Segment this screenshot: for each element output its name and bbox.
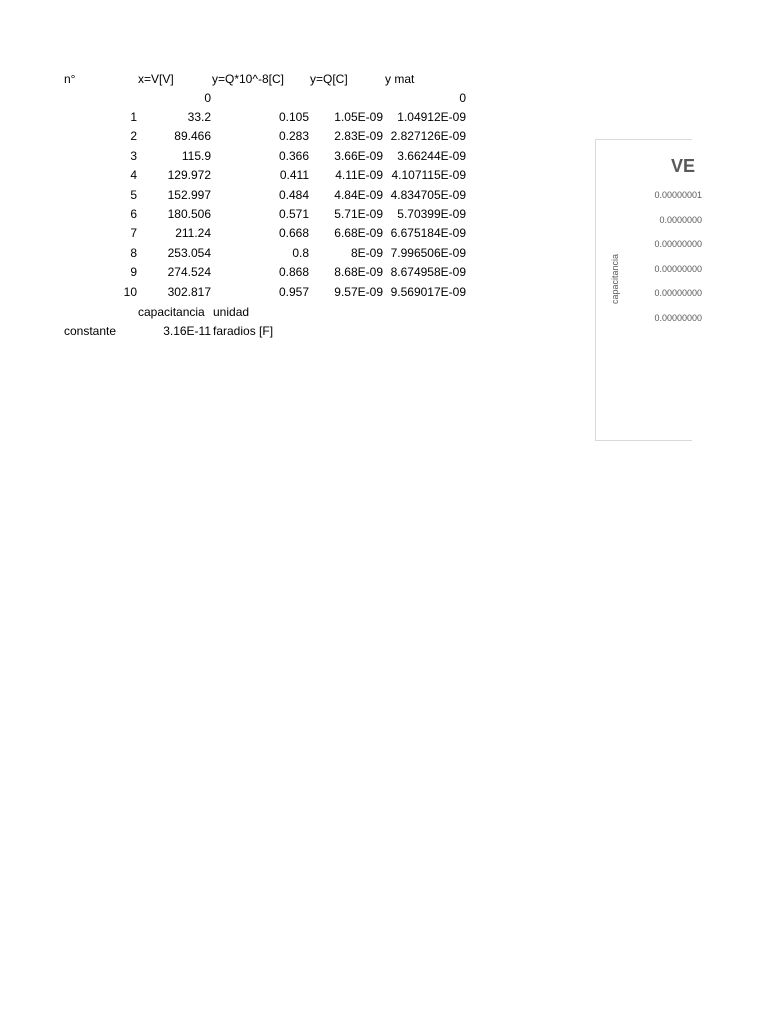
- cell-y[interactable]: 5.71E-09: [334, 207, 383, 221]
- cell-y-mat[interactable]: 2.827126E-09: [390, 129, 466, 144]
- chart-y-axis-label: capacitancia: [610, 253, 620, 305]
- cell-n[interactable]: 2: [130, 129, 137, 144]
- cell-x[interactable]: 115.9: [181, 148, 211, 163]
- cell-y-scaled[interactable]: 0.957: [278, 284, 309, 299]
- cell-y-mat[interactable]: 5.70399E-09: [397, 207, 466, 221]
- cell-n[interactable]: 6: [130, 207, 137, 221]
- cell-y-mat[interactable]: 1.04912E-09: [397, 110, 466, 124]
- cell-x[interactable]: 274.524: [167, 265, 211, 280]
- unit-value[interactable]: faradios [F]: [213, 324, 274, 338]
- cell-y-scaled[interactable]: 0.366: [278, 148, 309, 163]
- chart-y-tick-label: 0.00000000: [654, 263, 702, 274]
- chart-y-tick-label: 0.00000000: [654, 313, 702, 323]
- cell-x[interactable]: 89.466: [174, 129, 211, 144]
- cell-n[interactable]: 7: [130, 226, 137, 241]
- cell-y-mat[interactable]: 6.675184E-09: [390, 226, 466, 241]
- chart-y-tick-label: 0.0000000: [659, 214, 702, 225]
- header-x[interactable]: x=V[V]: [138, 72, 174, 86]
- cell-y-mat[interactable]: 9.569017E-09: [390, 284, 466, 299]
- cell-y-mat[interactable]: 4.107115E-09: [391, 168, 466, 183]
- cell-n[interactable]: 1: [130, 110, 137, 124]
- cell-y[interactable]: 2.83E-09: [334, 129, 383, 144]
- unidad-label[interactable]: unidad: [213, 305, 250, 319]
- cell-n[interactable]: 8: [130, 245, 137, 260]
- header-y[interactable]: y=Q[C]: [310, 72, 348, 86]
- cell-y-scaled[interactable]: 0.411: [279, 168, 309, 183]
- cell-y[interactable]: 6.68E-09: [334, 226, 383, 241]
- cell-y[interactable]: 9.57E-09: [334, 284, 383, 299]
- header-y-mat[interactable]: y mat: [385, 72, 415, 86]
- cell-x[interactable]: 152.997: [167, 187, 211, 202]
- cell-y-scaled[interactable]: 0.105: [278, 110, 309, 124]
- cell-y-scaled[interactable]: 0.484: [278, 187, 309, 202]
- cell-n[interactable]: 10: [123, 284, 137, 299]
- row-zero-x[interactable]: 0: [204, 91, 211, 105]
- capacitancia-label[interactable]: capacitancia: [138, 305, 205, 319]
- row-zero-y-mat[interactable]: 0: [459, 91, 466, 105]
- cell-n[interactable]: 5: [130, 187, 137, 202]
- cell-x[interactable]: 33.2: [187, 110, 211, 124]
- cell-n[interactable]: 3: [130, 148, 137, 163]
- cell-y[interactable]: 4.84E-09: [334, 187, 383, 202]
- cell-y-scaled[interactable]: 0.668: [278, 226, 309, 241]
- embedded-chart[interactable]: [595, 139, 702, 441]
- chart-y-tick-label: 0.00000000: [654, 239, 702, 250]
- cell-n[interactable]: 4: [130, 168, 137, 183]
- cell-y[interactable]: 4.11E-09: [335, 168, 383, 183]
- cell-y[interactable]: 3.66E-09: [334, 148, 383, 163]
- header-n[interactable]: n°: [64, 72, 76, 86]
- cell-x[interactable]: 129.972: [167, 168, 211, 183]
- cell-y-scaled[interactable]: 0.8: [292, 245, 309, 260]
- chart-y-tick-label: 0.00000001: [654, 190, 702, 200]
- cell-y-mat[interactable]: 4.834705E-09: [390, 187, 466, 202]
- cell-y-scaled[interactable]: 0.868: [278, 265, 309, 280]
- chart-y-tick-label: 0.00000000: [654, 288, 702, 299]
- cell-x[interactable]: 180.506: [167, 207, 211, 221]
- cell-x[interactable]: 302.817: [167, 284, 211, 299]
- cell-y-scaled[interactable]: 0.283: [278, 129, 309, 144]
- cell-n[interactable]: 9: [130, 265, 137, 280]
- header-y-scaled[interactable]: y=Q*10^-8[C]: [212, 72, 284, 86]
- constante-value[interactable]: 3.16E-11: [163, 324, 211, 338]
- cell-x[interactable]: 211.24: [175, 226, 211, 241]
- cell-y-mat[interactable]: 3.66244E-09: [397, 148, 466, 163]
- cell-y-mat[interactable]: 8.674958E-09: [390, 265, 466, 280]
- chart-title: VE: [671, 156, 696, 176]
- cell-y[interactable]: 8.68E-09: [334, 265, 383, 280]
- cell-y-mat[interactable]: 7.996506E-09: [390, 245, 466, 260]
- constante-label[interactable]: constante: [64, 324, 117, 338]
- cell-y[interactable]: 8E-09: [350, 245, 383, 260]
- cell-y[interactable]: 1.05E-09: [334, 110, 383, 124]
- cell-x[interactable]: 253.054: [167, 245, 211, 260]
- cell-y-scaled[interactable]: 0.571: [278, 207, 309, 221]
